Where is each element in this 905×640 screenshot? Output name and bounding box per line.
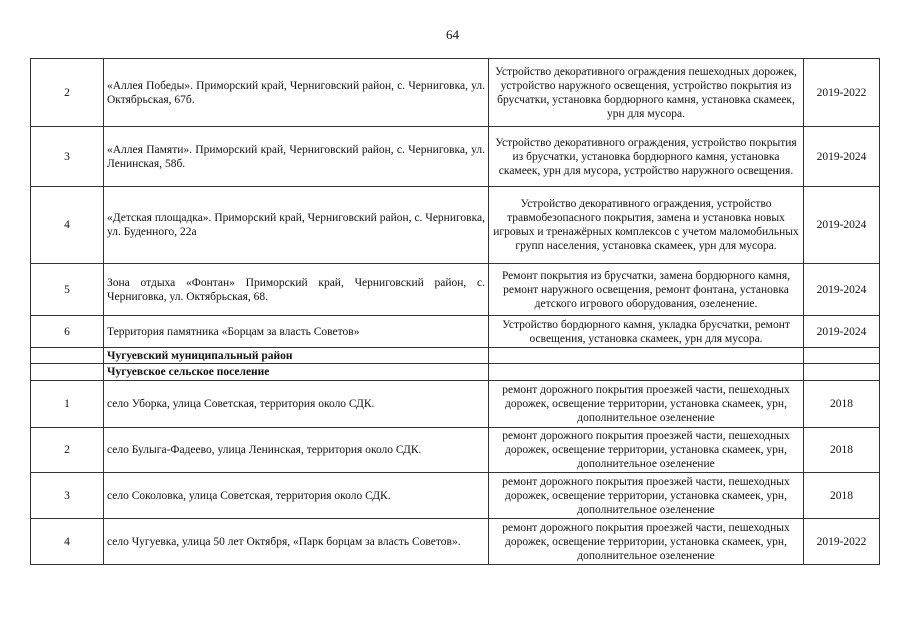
implementation-years: 2019-2024 <box>804 127 880 187</box>
works-description: ремонт дорожного покрытия проезжей части, пешеходных дорожек, освещение территории, установка скамеек, урн, дополнительное озеленение <box>489 519 804 565</box>
object-address: село Булыга-Фадеево, улица Ленинская, территория около СДК. <box>104 428 489 473</box>
works-description: Устройство декоративного ограждения, устройство травмобезопасного покрытия, замена и установка новых игровых и тренажёрных комплексов с учетом маломобильных групп населения, установка скамеек, урн для мусора. <box>489 187 804 264</box>
table-row <box>31 381 880 428</box>
row-number: 6 <box>31 316 104 348</box>
row-number: 5 <box>31 264 104 316</box>
implementation-years: 2019-2024 <box>804 264 880 316</box>
implementation-years <box>804 348 880 364</box>
works-description: Ремонт покрытия из брусчатки, замена бордюрного камня, ремонт наружного освещения, ремонт фонтана, установка детского игрового оборудования, озеленение. <box>489 264 804 316</box>
row-number: 2 <box>31 428 104 473</box>
row-number <box>31 348 104 364</box>
row-number: 3 <box>31 127 104 187</box>
works-description <box>489 348 804 364</box>
table-row <box>31 428 880 473</box>
row-number: 3 <box>31 473 104 519</box>
table-row <box>31 473 880 519</box>
object-address: село Чугуевка, улица 50 лет Октября, «Парк борцам за власть Советов». <box>104 519 489 565</box>
works-description: ремонт дорожного покрытия проезжей части, пешеходных дорожек, освещение территории, установка скамеек, урн, дополнительное озеленение <box>489 473 804 519</box>
section-title: Чугуевское сельское поселение <box>104 364 489 381</box>
table-row <box>31 519 880 565</box>
works-description: ремонт дорожного покрытия проезжей части, пешеходных дорожек, освещение территории, установка скамеек, урн, дополнительное озеленение <box>489 428 804 473</box>
object-address: село Уборка, улица Советская, территория около СДК. <box>104 381 489 428</box>
implementation-years <box>804 364 880 381</box>
table-row <box>31 187 880 264</box>
implementation-years: 2019-2022 <box>804 59 880 127</box>
row-number: 4 <box>31 187 104 264</box>
row-number: 4 <box>31 519 104 565</box>
implementation-years: 2018 <box>804 381 880 428</box>
section-title: Чугуевский муниципальный район <box>104 348 489 364</box>
table-row <box>31 59 880 127</box>
object-address: Зона отдыха «Фонтан» Приморский край, Черниговский район, с. Черниговка, ул. Октябрьская, 68. <box>104 264 489 316</box>
improvement-table <box>30 58 880 565</box>
works-description: Устройство бордюрного камня, укладка брусчатки, ремонт освещения, установка скамеек, урн для мусора. <box>489 316 804 348</box>
works-description <box>489 364 804 381</box>
table-row <box>31 264 880 316</box>
table-row <box>31 127 880 187</box>
row-number: 1 <box>31 381 104 428</box>
object-address: «Аллея Победы». Приморский край, Черниговский район, с. Черниговка, ул. Октябрьская, 67б. <box>104 59 489 127</box>
works-description: Устройство декоративного ограждения, устройство покрытия из брусчатки, установка бордюрного камня, установка скамеек, урн для мусора, устройство наружного освещения. <box>489 127 804 187</box>
implementation-years: 2019-2022 <box>804 519 880 565</box>
implementation-years: 2018 <box>804 428 880 473</box>
section-row <box>31 364 880 381</box>
works-description: ремонт дорожного покрытия проезжей части, пешеходных дорожек, освещение территории, установка скамеек, урн, дополнительное озеленение <box>489 381 804 428</box>
implementation-years: 2018 <box>804 473 880 519</box>
section-row <box>31 348 880 364</box>
works-description: Устройство декоративного ограждения пешеходных дорожек, устройство наружного освещения, устройство покрытия из брусчатки, установка бордюрного камня, установка скамеек, урн для мусора. <box>489 59 804 127</box>
table-row <box>31 316 880 348</box>
object-address: Территория памятника «Борцам за власть Советов» <box>104 316 489 348</box>
object-address: «Аллея Памяти». Приморский край, Черниговский район, с. Черниговка, ул. Ленинская, 58б. <box>104 127 489 187</box>
implementation-years: 2019-2024 <box>804 316 880 348</box>
object-address: село Соколовка, улица Советская, территория около СДК. <box>104 473 489 519</box>
row-number <box>31 364 104 381</box>
implementation-years: 2019-2024 <box>804 187 880 264</box>
row-number: 2 <box>31 59 104 127</box>
object-address: «Детская площадка». Приморский край, Черниговский район, с. Черниговка, ул. Буденного, 22а <box>104 187 489 264</box>
page-number: 64 <box>446 27 459 42</box>
